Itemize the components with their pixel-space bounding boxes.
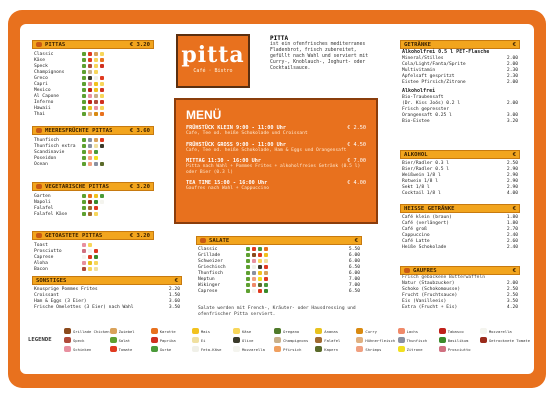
list-item: Wikinger 7.00: [198, 282, 360, 288]
alkohol-header: ALKOHOL €: [400, 150, 520, 159]
ingredient-icon: [356, 346, 363, 352]
list-item: Capri: [32, 81, 154, 87]
ingredient-icon: [356, 337, 363, 343]
legend-item: Gurke: [151, 346, 192, 352]
legend-item: Hühnerfleisch: [356, 337, 397, 343]
legend-grid: [64, 328, 530, 352]
list-item: Caprese: [32, 254, 154, 260]
list-item: Classic: [32, 51, 154, 57]
list-item: Mineral/Stilles 2.00: [402, 55, 518, 61]
list-item: Croissant 1.50: [34, 292, 180, 298]
legend-item: Basilikum: [439, 337, 480, 343]
gaufres-header: GAUFRES €: [400, 266, 520, 275]
legend-item: Käse: [233, 328, 274, 334]
list-item: Bier/Radler 0.3 l 2.50: [402, 160, 518, 166]
list-item: Heiße Schokolade 2.40: [402, 244, 518, 250]
sonstiges-header: SONSTIGES €: [32, 276, 182, 285]
ingredient-icon: [398, 346, 405, 352]
ingredient-icon: [192, 337, 199, 343]
legend: [24, 326, 530, 368]
ingredient-icon: [233, 328, 240, 334]
heisse-header: HEISSE GETRÄNKE €: [400, 204, 520, 213]
list-item: Frisch gepresster: [402, 106, 450, 112]
group-title: Alkoholfrei: [402, 88, 436, 94]
getoastete-header: GETOASTETE PITTAS € 3.20: [32, 231, 154, 240]
list-item: Café groß 2.70: [402, 226, 518, 232]
getraenke-header: GETRÄNKE €: [400, 40, 520, 49]
list-item: Café klein (braun) 1.80: [402, 214, 518, 220]
ingredient-icon: [151, 328, 158, 334]
ingredient-icon: [233, 337, 240, 343]
ingredient-icon: [64, 346, 71, 352]
list-item: Bio-Eistee 3.20: [402, 118, 518, 124]
vegetarische-section: [32, 182, 154, 217]
list-item: Prosciutto: [32, 248, 154, 254]
ingredient-icon: [398, 337, 405, 343]
list-item: Griechisch 6.50: [198, 264, 360, 270]
group-title: Alkoholfrei 0.5 l PET-Flasche: [402, 49, 490, 55]
heisse-section: [400, 204, 520, 250]
ingredient-icon: [192, 346, 199, 352]
legend-item: Tabasco: [439, 328, 480, 334]
legend-item: Pfirsich: [274, 346, 315, 352]
ingredient-icon: [315, 346, 322, 352]
ingredient-icon: [151, 337, 158, 343]
waffle-icon: [404, 268, 410, 273]
alkohol-section: [400, 150, 520, 196]
list-item: Poseidon: [32, 155, 154, 161]
list-item: Napoli: [32, 199, 154, 205]
pitta-icon: [36, 233, 42, 238]
ingredient-icon: [315, 337, 322, 343]
list-item: Natur (Staubzucker) 2.00: [402, 281, 518, 286]
list-item: Al Capone: [32, 93, 154, 99]
legend-item: Getrocknete Tomate: [480, 337, 530, 343]
ingredient-icon: [480, 328, 487, 334]
list-item: Garten: [32, 193, 154, 199]
list-item: Sekt 1/8 l 2.90: [402, 184, 518, 190]
legend-item: Feta-Käse: [192, 346, 233, 352]
list-item: Thunfisch 6.00: [198, 270, 360, 276]
list-item: Rotwein 1/8 l 2.90: [402, 178, 518, 184]
sonstiges-section: [32, 276, 182, 310]
legend-item: Curry: [356, 328, 397, 334]
list-item: Bier/Radler 0.5 l 2.90: [402, 166, 518, 172]
ingredient-icon: [315, 328, 322, 334]
list-item: Ham & Eggs (3 Eier) 3.60: [34, 298, 180, 304]
list-item: Cocktail 1/8 l 4.00: [402, 190, 518, 196]
list-item: Thai: [32, 111, 154, 117]
list-item: Speck: [32, 63, 154, 69]
menu-item: TEA TIME 15:00 - 16:00 Uhr Gaufres nach Wahl + Cappuccino € 4.00: [186, 180, 366, 192]
list-item: Cola/Light/Fanta/Sprite 2.00: [402, 61, 518, 67]
ingredient-icon: [110, 346, 117, 352]
ingredient-icon: [110, 328, 117, 334]
ingredient-icon: [398, 328, 405, 334]
vegetarische-header: VEGETARISCHE PITTAS € 3.20: [32, 182, 154, 191]
getraenke-section: [400, 40, 520, 124]
legend-item: Shrimps: [356, 346, 397, 352]
legend-item: Mozzarella: [480, 328, 530, 334]
legend-item: Champignons: [274, 337, 315, 343]
ingredient-icon: [356, 328, 363, 334]
ingredient-icon: [233, 346, 240, 352]
ingredient-icon: [64, 337, 71, 343]
pittas-header: PITTAS € 3.20: [32, 40, 154, 49]
legend-item: Prosciutto: [439, 346, 480, 352]
legend-item: Zitrone: [398, 346, 439, 352]
ingredient-icon: [274, 346, 281, 352]
list-item: Greco: [32, 75, 154, 81]
list-item: Falafel Käse: [32, 211, 154, 217]
salate-section: [196, 236, 362, 294]
list-item: Thunfisch extra: [32, 143, 154, 149]
salad-icon: [200, 238, 206, 243]
list-item: Knusprige Pommes Frites 2.20: [34, 286, 180, 292]
legend-item: Olive: [233, 337, 274, 343]
ingredient-icon: [439, 337, 446, 343]
gaufres-subtitle: Frisch gebackene Butterwaffeln: [402, 275, 485, 280]
menu-item: FRÜHSTÜCK GROSS 9:00 - 11:00 Uhr Cafe, Tee od. heiße Schokolade, Ham & Eggs und Orangensaft € 4.50: [186, 141, 366, 153]
list-item: Classic 5.50: [198, 246, 360, 252]
legend-item: Oregano: [274, 328, 315, 334]
ingredient-icon: [192, 328, 199, 334]
legend-title: LEGENDE: [28, 337, 52, 343]
list-item: Aloha: [32, 260, 154, 266]
ingredient-icon: [151, 346, 158, 352]
list-item: Ocean: [32, 161, 154, 167]
list-item: Apfelsaft gespritzt 2.30: [402, 73, 518, 79]
legend-item: Thunfisch: [398, 337, 439, 343]
pittas-list: [32, 49, 154, 117]
list-item: Grillade 6.00: [198, 252, 360, 258]
list-item: Multivitamin 2.30: [402, 67, 518, 73]
legend-item: Tomate: [110, 346, 151, 352]
salate-note: Salate werden mit French-, Kräuter- oder Hausdressing und ofenfrischer Pitta serviert.: [198, 306, 356, 317]
list-item: Café (verlängert) 1.80: [402, 220, 518, 226]
list-item: Schoko (Schokomousse) 2.50: [402, 287, 518, 292]
legend-item: Paprika: [151, 337, 192, 343]
meeresfruchte-section: [32, 126, 154, 167]
legend-item: Ei: [192, 337, 233, 343]
legend-item: Zwiebel: [110, 328, 151, 334]
list-item: Caprese 6.50: [198, 288, 360, 294]
list-item: Café Latte 2.60: [402, 238, 518, 244]
list-item: Toast: [32, 242, 154, 248]
list-item: Käse: [32, 57, 154, 63]
ingredient-icon: [64, 328, 71, 334]
pittas-section: [32, 40, 154, 117]
list-item: Eistee Pfirsich/Zitrone 2.00: [402, 79, 518, 85]
list-item: Bio-Traubensaft: [402, 94, 444, 100]
menu-item: MITTAG 11:30 - 16:00 Uhr Pitta nach Wahl + Pommes Frites + alkoholfreies Getränk (0.5 l) oder Bier (0.3 l) € 7.00: [186, 158, 366, 175]
list-item: Inferno: [32, 99, 154, 105]
menu-box: MENÜ FRÜHSTÜCK KLEIN 9:00 - 11:00 Uhr Cafe, Tee od. heiße Schokolade und Croissant € 2.50 FRÜHSTÜCK GROSS 9:00 - 11:00 Uhr Cafe, Tee od. heiße Schokolade, Ham & Eggs und Orangensaft € 4.50 MITTAG 11:30 - 16:00 Uhr Pitta nach Wahl + Pommes Frites + alkoholfreies Getränk (0.5 l) oder Bier (0.3 l) € 7.00 TEA TIME 15:00 - 16:00 Uhr Gaufres nach Wahl + Cappuccino € 4.00: [174, 98, 378, 224]
legend-item: Falafel: [315, 337, 356, 343]
ingredient-icon: [480, 337, 487, 343]
ingredient-icon: [110, 337, 117, 343]
list-item: Bacon: [32, 266, 154, 272]
list-item: Thunfisch: [32, 137, 154, 143]
getoastete-section: [32, 231, 154, 272]
list-item: Eis (Vanilleeis) 3.50: [402, 299, 518, 304]
legend-item: Karotte: [151, 328, 192, 334]
menu-item: FRÜHSTÜCK KLEIN 9:00 - 11:00 Uhr Cafe, Tee od. heiße Schokolade und Croissant € 2.50: [186, 125, 366, 136]
meeresfruchte-header: MEERESFRÜCHTE PITTAS € 3.60: [32, 126, 154, 135]
list-item: Orangensaft 0.25 l 3.00: [402, 112, 518, 118]
legend-item: Mozzarella: [233, 346, 274, 352]
ingredient-icon: [274, 328, 281, 334]
ingredient-icon: [439, 328, 446, 334]
pitta-icon: [36, 128, 42, 133]
list-item: (Dr. Kiss Joós) 0.2 l 2.00: [402, 100, 518, 106]
intro-text: PITTA ist ein ofenfrisches mediterranes Fladenbrot, frisch zubereitet, gefüllt nach Wahl und serviert mit Curry-, Knoblauch-, Joghurt- oder Cocktailsauce.: [270, 35, 369, 71]
list-item: Weißwein 1/8 l 2.90: [402, 172, 518, 178]
gaufres-section: [400, 266, 520, 311]
list-item: Cappuccino 2.40: [402, 232, 518, 238]
pitta-icon: [36, 184, 42, 189]
list-item: Neptun 7.00: [198, 276, 360, 282]
list-item: Extra (Frucht + Eis) 4.20: [402, 305, 518, 310]
list-item: Schweizer 6.00: [198, 258, 360, 264]
list-item: Frucht (Fruchtsauce) 2.50: [402, 293, 518, 298]
list-item: Champignons: [32, 69, 154, 75]
list-item: Frische Omelettes (3 Eier) nach Wahl 3.50: [34, 304, 180, 310]
legend-item: Schinken: [64, 346, 110, 352]
legend-item: Salat: [110, 337, 151, 343]
legend-item: Lachs: [398, 328, 439, 334]
legend-item: Kapern: [315, 346, 356, 352]
list-item: Mexico: [32, 87, 154, 93]
pitta-icon: [36, 42, 42, 47]
list-item: Falafel: [32, 205, 154, 211]
legend-item: Ananas: [315, 328, 356, 334]
list-item: Scandinavie: [32, 149, 154, 155]
legend-item: Grillade Chicken: [64, 328, 110, 334]
ingredient-icon: [274, 337, 281, 343]
ingredient-icon: [439, 346, 446, 352]
pitta-logo: pitta Café · Bistro: [176, 34, 250, 88]
legend-item: Speck: [64, 337, 110, 343]
salate-header: SALATE €: [196, 236, 362, 245]
legend-item: Mais: [192, 328, 233, 334]
list-item: Hawaii: [32, 105, 154, 111]
